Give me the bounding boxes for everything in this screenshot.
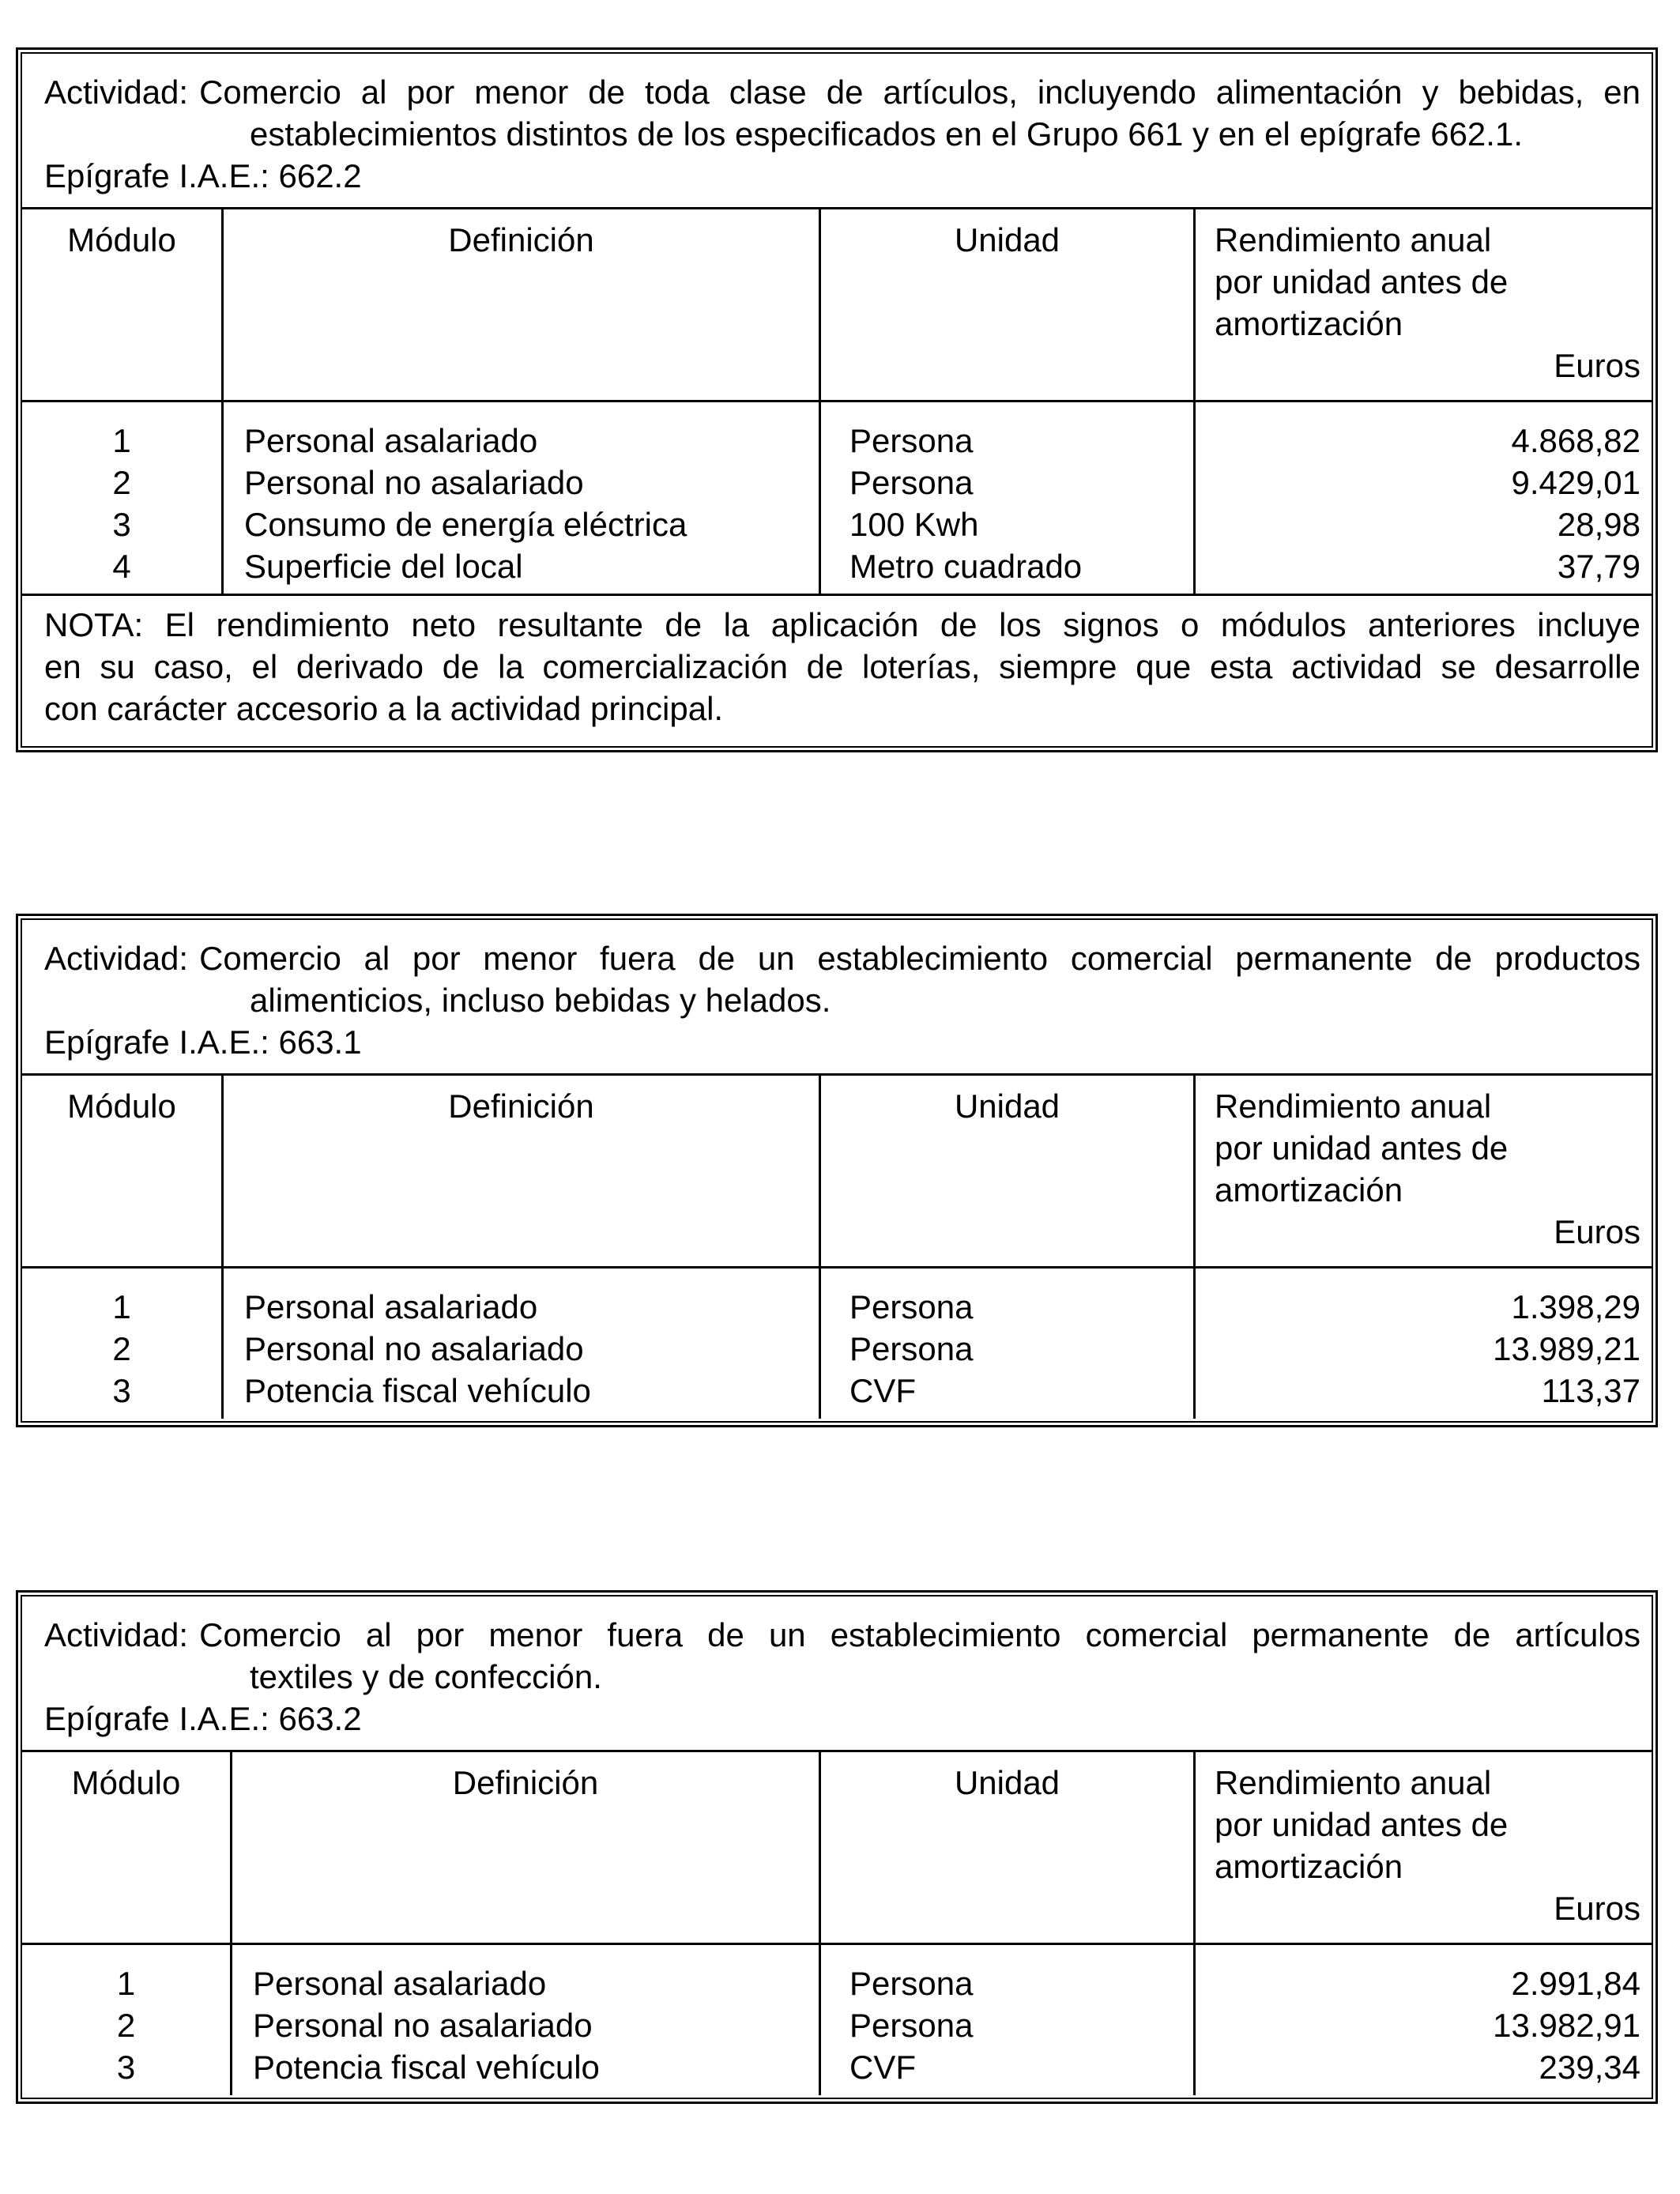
cell-unidad: Persona xyxy=(849,422,974,459)
cell-definicion: Potencia fiscal vehículo xyxy=(253,2049,600,2086)
cell-unidad: Persona xyxy=(849,464,974,501)
table-heading xyxy=(22,54,1652,209)
col-valor xyxy=(1196,402,1652,594)
table-heading xyxy=(22,920,1652,1076)
cell-unidad: CVF xyxy=(849,2049,916,2086)
actividad-continuation: alimenticios, incluso bebidas y helados. xyxy=(250,982,831,1019)
cell-valor: 9.429,01 xyxy=(1511,464,1640,501)
col-definicion xyxy=(232,1945,821,2095)
cell-modulo: 3 xyxy=(116,2049,136,2086)
actividad-continuation: establecimientos distintos de los especificados en el Grupo 661 y en el epígrafe 662.1. xyxy=(250,115,1523,153)
cell-valor: 28,98 xyxy=(1557,506,1640,543)
nota-line: NOTA: El rendimiento neto resultante de la aplicación de los signos o módulos anteriores incluye xyxy=(44,606,1640,643)
header-rendimiento-line: por unidad antes de xyxy=(1215,263,1509,300)
modules-grid xyxy=(22,209,1652,594)
modules-grid xyxy=(22,1752,1652,2095)
actividad-line xyxy=(44,937,1652,979)
body-rows xyxy=(22,402,1652,594)
header-rendimiento-line: Rendimiento anual xyxy=(1215,1088,1492,1125)
epigrafe: Epígrafe I.A.E.: 663.2 xyxy=(44,1700,362,1737)
header-euros: Euros xyxy=(1554,1890,1640,1927)
actividad-text: Comercio al por menor fuera de un establecimiento comercial permanente de productos xyxy=(199,940,1640,977)
cell-valor: 4.868,82 xyxy=(1511,422,1640,459)
body-rows xyxy=(22,1945,1652,2095)
cell-modulo: 3 xyxy=(112,506,131,543)
header-unidad: Unidad xyxy=(821,1752,1196,1943)
nota-line: en su caso, el derivado de la comercialización de loterías, siempre que esta actividad se desarrolle xyxy=(44,648,1640,685)
cell-definicion: Personal asalariado xyxy=(253,1965,547,2002)
header-definicion: Definición xyxy=(232,1752,821,1943)
cell-modulo: 2 xyxy=(116,2007,136,2044)
header-euros: Euros xyxy=(1554,347,1640,384)
cell-unidad: CVF xyxy=(849,1372,916,1409)
col-unidad xyxy=(821,1269,1196,1419)
header-rendimiento-line: por unidad antes de xyxy=(1215,1806,1509,1843)
cell-unidad: 100 Kwh xyxy=(849,506,979,543)
cell-unidad: Persona xyxy=(849,1330,974,1367)
table-663-2 xyxy=(16,1590,1658,2104)
header-modulo: Módulo xyxy=(22,209,224,400)
epigrafe: Epígrafe I.A.E.: 663.1 xyxy=(44,1023,362,1061)
cell-valor: 113,37 xyxy=(1541,1372,1640,1409)
cell-modulo: 1 xyxy=(116,1965,136,2002)
header-euros: Euros xyxy=(1554,1213,1640,1250)
body-rows xyxy=(22,1269,1652,1419)
cell-modulo: 1 xyxy=(112,1288,131,1325)
col-modulo xyxy=(22,1945,232,2095)
nota-line: con carácter accesorio a la actividad principal. xyxy=(44,690,724,727)
cell-valor: 37,79 xyxy=(1557,548,1640,585)
cell-valor: 239,34 xyxy=(1539,2049,1640,2086)
header-rendimiento-line: Rendimiento anual xyxy=(1215,221,1492,258)
cell-unidad: Persona xyxy=(849,2007,974,2044)
epigrafe: Epígrafe I.A.E.: 662.2 xyxy=(44,157,362,194)
header-rendimiento xyxy=(1196,1752,1652,1943)
header-row xyxy=(22,209,1652,402)
header-rendimiento xyxy=(1196,1076,1652,1266)
modules-grid xyxy=(22,1076,1652,1419)
cell-valor: 13.989,21 xyxy=(1493,1330,1640,1367)
header-rendimiento xyxy=(1196,209,1652,400)
col-valor xyxy=(1196,1269,1652,1419)
header-row xyxy=(22,1076,1652,1269)
cell-definicion: Personal no asalariado xyxy=(244,464,584,501)
cell-valor: 1.398,29 xyxy=(1511,1288,1640,1325)
actividad-continuation: textiles y de confección. xyxy=(250,1658,602,1695)
cell-definicion: Personal asalariado xyxy=(244,422,538,459)
header-rendimiento-line: amortización xyxy=(1215,305,1403,342)
header-definicion: Definición xyxy=(224,209,821,400)
cell-definicion: Personal no asalariado xyxy=(244,1330,584,1367)
header-rendimiento-line: Rendimiento anual xyxy=(1215,1764,1492,1801)
cell-modulo: 2 xyxy=(112,1330,131,1367)
cell-unidad: Persona xyxy=(849,1288,974,1325)
cell-unidad: Metro cuadrado xyxy=(849,548,1083,585)
cell-modulo: 3 xyxy=(112,1372,131,1409)
header-rendimiento-line: amortización xyxy=(1215,1848,1403,1885)
cell-unidad: Persona xyxy=(849,1965,974,2002)
col-modulo xyxy=(22,402,224,594)
cell-modulo: 1 xyxy=(112,422,131,459)
table-662-2 xyxy=(16,47,1658,752)
cell-valor: 13.982,91 xyxy=(1493,2007,1640,2044)
table-inner xyxy=(21,52,1653,748)
col-unidad xyxy=(821,1945,1196,2095)
header-rendimiento-line: amortización xyxy=(1215,1171,1403,1208)
actividad-line xyxy=(44,71,1652,113)
col-modulo xyxy=(22,1269,224,1419)
table-663-1 xyxy=(16,914,1658,1427)
cell-definicion: Potencia fiscal vehículo xyxy=(244,1372,591,1409)
actividad-text: Comercio al por menor fuera de un establecimiento comercial permanente de artículos xyxy=(199,1616,1640,1653)
actividad-text: Comercio al por menor de toda clase de artículos, incluyendo alimentación y bebidas, en xyxy=(199,74,1640,111)
col-definicion xyxy=(224,402,821,594)
header-unidad: Unidad xyxy=(821,209,1196,400)
header-definicion: Definición xyxy=(224,1076,821,1266)
header-unidad: Unidad xyxy=(821,1076,1196,1266)
cell-definicion: Personal no asalariado xyxy=(253,2007,593,2044)
header-modulo: Módulo xyxy=(22,1752,232,1943)
cell-definicion: Personal asalariado xyxy=(244,1288,538,1325)
actividad-label: Actividad: xyxy=(44,1616,189,1653)
table-heading xyxy=(22,1596,1652,1752)
cell-definicion: Superficie del local xyxy=(244,548,523,585)
cell-modulo: 2 xyxy=(112,464,131,501)
header-modulo: Módulo xyxy=(22,1076,224,1266)
nota xyxy=(22,594,1652,729)
cell-modulo: 4 xyxy=(112,548,131,585)
actividad-label: Actividad: xyxy=(44,940,189,977)
table-inner xyxy=(21,1595,1653,2099)
cell-definicion: Consumo de energía eléctrica xyxy=(244,506,687,543)
header-row xyxy=(22,1752,1652,1945)
header-rendimiento-line: por unidad antes de xyxy=(1215,1129,1509,1167)
col-valor xyxy=(1196,1945,1652,2095)
table-inner xyxy=(21,918,1653,1423)
col-unidad xyxy=(821,402,1196,594)
actividad-line xyxy=(44,1614,1652,1656)
cell-valor: 2.991,84 xyxy=(1511,1965,1640,2002)
col-definicion xyxy=(224,1269,821,1419)
actividad-label: Actividad: xyxy=(44,74,189,111)
